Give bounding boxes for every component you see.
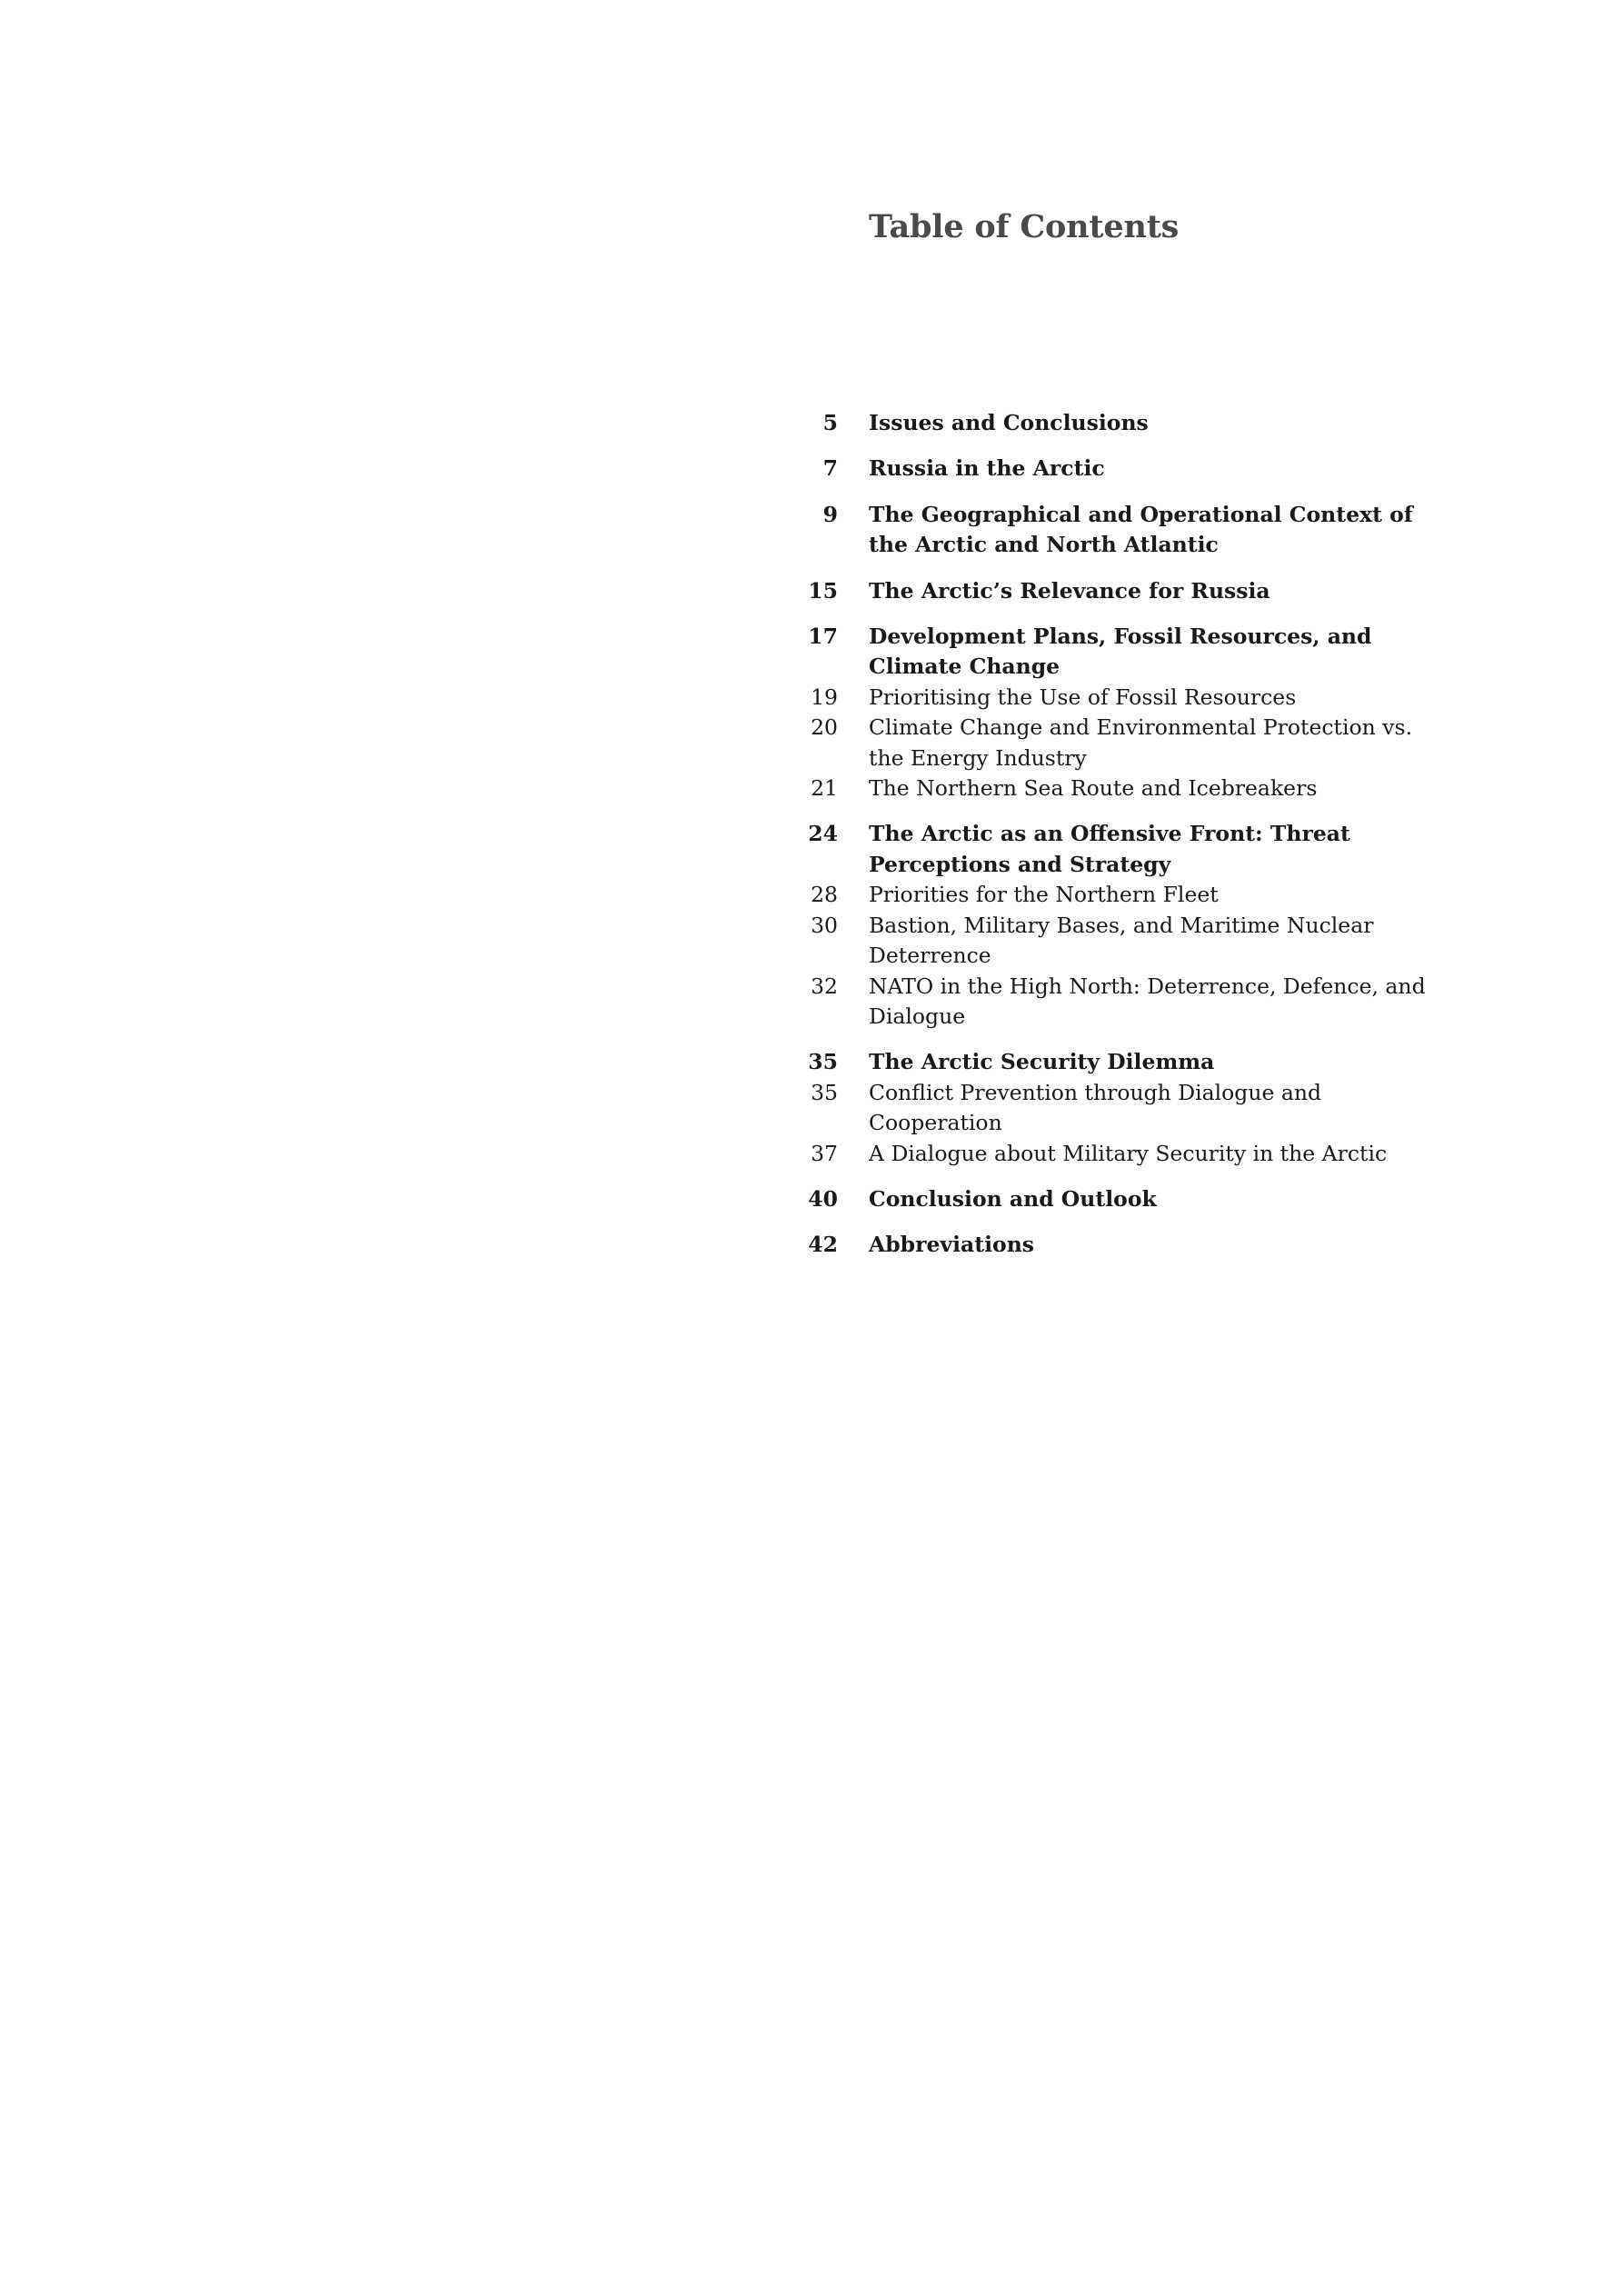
toc-page-number: 32 (811, 973, 838, 999)
toc-subentry-title: NATO in the High North: Deterrence, Defence, and Dialogue (869, 973, 1426, 1029)
toc-page-number: 15 (808, 577, 838, 604)
toc-section (800, 500, 1454, 561)
toc-subentry[interactable] (800, 1139, 1454, 1169)
toc-section (800, 819, 1454, 1032)
toc-subentry[interactable] (800, 683, 1454, 713)
toc-page-number: 28 (811, 882, 838, 908)
toc-page-number: 21 (811, 775, 838, 802)
toc-section (800, 1184, 1454, 1214)
toc-page-number: 20 (811, 714, 838, 741)
toc-page-number: 19 (811, 684, 838, 710)
toc-page-number: 30 (811, 912, 838, 938)
toc-entry[interactable] (800, 454, 1454, 484)
toc-page-number: 40 (808, 1185, 838, 1212)
toc-subentry-title: Conflict Prevention through Dialogue and Cooperation (869, 1079, 1322, 1136)
toc-section (800, 576, 1454, 606)
toc-page-number: 35 (808, 1049, 838, 1075)
toc-section (800, 1230, 1454, 1260)
toc-entry[interactable] (800, 622, 1454, 683)
toc-subentry[interactable] (800, 713, 1454, 774)
toc-subentry-title: Bastion, Military Bases, and Maritime Nuclear Deterrence (869, 912, 1374, 969)
toc-entry[interactable] (800, 1047, 1454, 1077)
toc-entry[interactable] (800, 500, 1454, 561)
toc-subentry[interactable] (800, 911, 1454, 972)
toc-subentry[interactable] (800, 774, 1454, 804)
toc-entry-title: Conclusion and Outlook (869, 1185, 1157, 1212)
toc-entry-title: Abbreviations (869, 1232, 1035, 1258)
toc-entry-title: Development Plans, Fossil Resources, and Climate Change (869, 624, 1372, 680)
toc-page-number: 7 (822, 455, 838, 482)
toc-subentry-title: A Dialogue about Military Security in the Arctic (869, 1140, 1388, 1166)
toc-entry-title: The Arctic’s Relevance for Russia (869, 577, 1270, 604)
toc-page-number: 42 (808, 1232, 838, 1258)
toc-entry-title: The Arctic Security Dilemma (869, 1049, 1215, 1075)
toc-entry[interactable] (800, 1230, 1454, 1260)
toc-subentry-title: Prioritising the Use of Fossil Resources (869, 684, 1297, 710)
toc-subentry[interactable] (800, 1078, 1454, 1139)
toc-page-number: 24 (808, 821, 838, 847)
toc-entry-title: The Geographical and Operational Context of the Arctic and North Atlantic (869, 501, 1413, 558)
toc-page-number: 17 (808, 624, 838, 650)
toc-entry[interactable] (800, 1184, 1454, 1214)
toc-entry[interactable] (800, 576, 1454, 606)
toc-entry[interactable] (800, 408, 1454, 438)
page-title: Table of Contents (869, 208, 1180, 245)
toc-subentry-title: Climate Change and Environmental Protection vs. the Energy Industry (869, 714, 1413, 771)
toc-subentry-title: The Northern Sea Route and Icebreakers (869, 775, 1318, 802)
toc-entry-title: The Arctic as an Offensive Front: Threat Perceptions and Strategy (869, 821, 1350, 877)
toc-subentry-title: Priorities for the Northern Fleet (869, 882, 1219, 908)
toc-subentry[interactable] (800, 972, 1454, 1033)
toc-page-number: 35 (811, 1079, 838, 1105)
table-of-contents (800, 408, 1454, 1276)
toc-section (800, 454, 1454, 484)
toc-entry[interactable] (800, 819, 1454, 880)
toc-subentry[interactable] (800, 880, 1454, 910)
toc-page-number: 5 (822, 410, 838, 435)
toc-section (800, 622, 1454, 804)
toc-section (800, 408, 1454, 438)
toc-entry-title: Russia in the Arctic (869, 455, 1105, 482)
toc-section (800, 1047, 1454, 1169)
toc-page-number: 9 (822, 501, 838, 527)
toc-entry-title: Issues and Conclusions (869, 410, 1149, 435)
toc-page-number: 37 (811, 1140, 838, 1166)
